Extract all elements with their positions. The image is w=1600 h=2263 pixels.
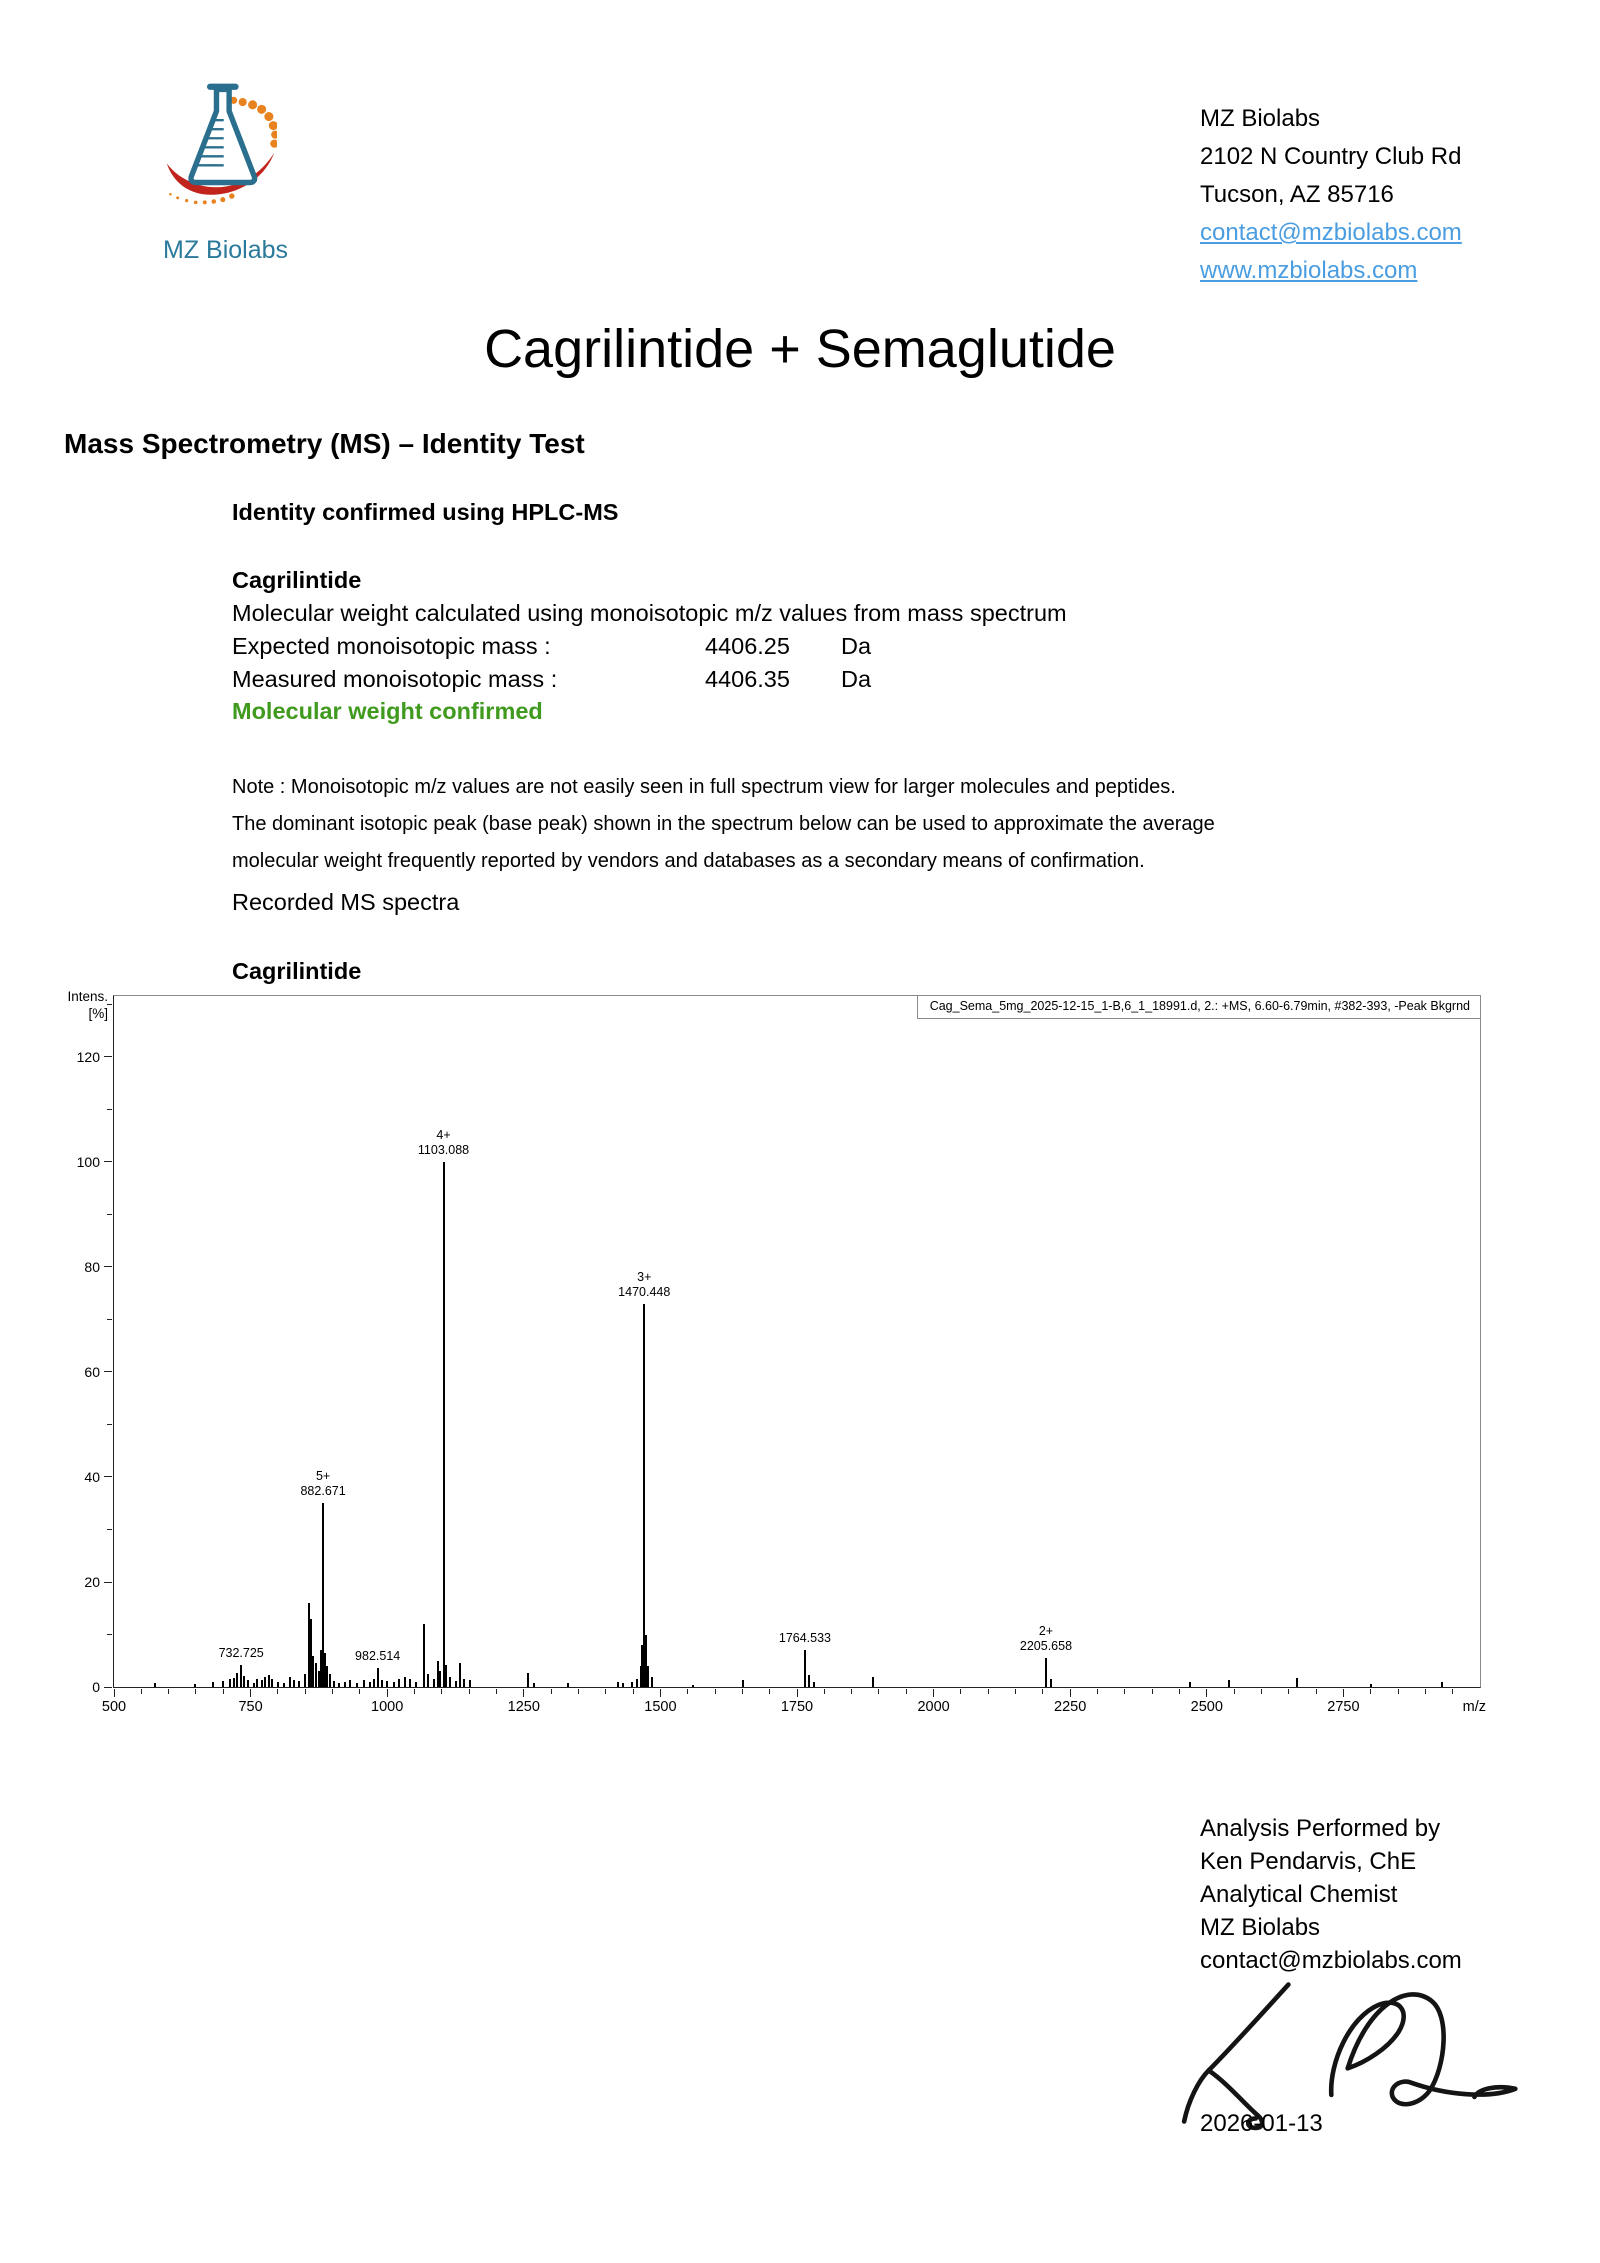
expected-mass-row xyxy=(232,632,871,660)
spectrum-peak xyxy=(439,1671,441,1687)
y-tick-label: 100 xyxy=(76,1153,100,1170)
spectrum-peak xyxy=(1441,1682,1443,1687)
x-tick xyxy=(332,1689,333,1694)
result-confirmed-line: Molecular weight confirmed xyxy=(232,698,543,724)
spectrum-peak xyxy=(469,1680,471,1687)
peak-label: 5+ 882.671 xyxy=(300,1469,346,1499)
spectrum-peak xyxy=(415,1682,417,1687)
spectrum-peak xyxy=(333,1681,335,1687)
y-tick xyxy=(104,1582,112,1583)
peak-label: 982.514 xyxy=(355,1649,401,1664)
spectrum-peak xyxy=(622,1683,624,1687)
x-tick xyxy=(878,1689,879,1694)
x-tick xyxy=(551,1689,552,1694)
page-title: Cagrilintide + Semaglutide xyxy=(484,319,1116,379)
spectrum-peak xyxy=(369,1682,371,1687)
spectrum-peak xyxy=(398,1679,400,1687)
spectrum-peak xyxy=(643,1304,645,1687)
signoff-block xyxy=(1200,1812,1462,1977)
x-tick-label: 500 xyxy=(101,1699,127,1715)
spectrum-peak xyxy=(808,1675,810,1687)
x-tick xyxy=(906,1689,907,1694)
spectrum-peak xyxy=(247,1680,249,1687)
x-tick xyxy=(1015,1689,1016,1694)
spectrum-peak xyxy=(804,1650,806,1687)
measured-mass-unit: Da xyxy=(841,666,872,692)
note-line-1: Note : Monoisotopic m/z values are not easily seen in full spectrum view for larger molecules and peptides. xyxy=(232,776,1176,798)
x-tick xyxy=(496,1689,497,1694)
y-tick xyxy=(104,1687,112,1688)
y-tick xyxy=(107,1004,112,1005)
x-tick xyxy=(687,1689,688,1694)
spectrum-peak xyxy=(692,1685,694,1687)
spectrum-peak xyxy=(813,1682,815,1687)
y-tick-label: 20 xyxy=(84,1574,100,1590)
x-tick xyxy=(168,1689,169,1694)
spectrum-peak xyxy=(443,1162,445,1687)
spectrum-peak xyxy=(298,1681,300,1687)
spectrum-peak xyxy=(617,1682,619,1687)
spectrum-peak xyxy=(212,1682,214,1687)
spectrum-peak xyxy=(233,1678,235,1687)
spectrum-annotation: Cag_Sema_5mg_2025-12-15_1-B,6_1_18991.d, 2.: +MS, 6.60-6.79min, #382-393, -Peak Bkgrnd xyxy=(917,996,1480,1019)
x-tick xyxy=(1097,1689,1098,1694)
x-tick-label: 1750 xyxy=(780,1699,814,1715)
spectrum-peak xyxy=(433,1679,435,1687)
spectrum-peak xyxy=(459,1663,461,1687)
x-tick xyxy=(1343,1689,1344,1697)
spectrum-peak xyxy=(1189,1682,1191,1687)
spectrum-peak xyxy=(742,1680,744,1687)
identity-confirmed-line: Identity confirmed using HPLC-MS xyxy=(232,499,619,525)
x-tick-label: 1500 xyxy=(644,1699,677,1715)
spectrum-peak xyxy=(312,1656,314,1688)
x-tick xyxy=(660,1689,661,1697)
x-tick xyxy=(1398,1689,1399,1694)
y-tick xyxy=(104,1371,112,1372)
x-tick xyxy=(633,1689,634,1694)
spectrum-peak xyxy=(1050,1679,1052,1687)
spectrum-peak xyxy=(1370,1684,1372,1687)
x-tick xyxy=(114,1689,115,1697)
spectrum-peak xyxy=(283,1683,285,1687)
x-tick xyxy=(523,1689,524,1697)
x-tick-label: 2000 xyxy=(917,1699,950,1715)
mz-biolabs-logo-icon xyxy=(165,82,277,227)
spectrum-peak xyxy=(326,1666,328,1687)
address-company: MZ Biolabs xyxy=(1200,105,1321,132)
address-block xyxy=(1200,100,1462,290)
y-tick xyxy=(104,1161,112,1162)
spectrum-peak xyxy=(409,1679,411,1687)
spectrum-peak xyxy=(222,1681,224,1687)
spectrum-peak xyxy=(455,1681,457,1687)
x-tick xyxy=(960,1689,961,1694)
spectrum-peak xyxy=(377,1668,379,1687)
x-axis-unit-label: m/z xyxy=(1462,1699,1486,1715)
spectrum-peak xyxy=(154,1683,156,1687)
x-tick-label: 750 xyxy=(238,1699,263,1715)
spectrum-peak xyxy=(1228,1680,1230,1687)
address-city: Tucson, AZ 85716 xyxy=(1200,181,1394,208)
compound-heading: Cagrilintide xyxy=(232,567,362,593)
spectrum-peak xyxy=(356,1683,358,1687)
spectrum-peak xyxy=(236,1673,238,1687)
x-tick xyxy=(715,1689,716,1694)
spectrum-peak xyxy=(373,1679,375,1687)
spectrum-peak xyxy=(449,1677,451,1688)
x-tick xyxy=(223,1689,224,1694)
spectrum-peak xyxy=(264,1677,266,1688)
expected-mass-label: Expected monoisotopic mass : xyxy=(232,633,551,659)
spectrum-peak xyxy=(1296,1678,1298,1687)
spectrum-peak xyxy=(527,1673,529,1687)
spectrum-peak xyxy=(277,1682,279,1687)
spectrum-peak xyxy=(289,1677,291,1687)
spectrum-peak xyxy=(271,1679,273,1687)
spectrum-peak xyxy=(463,1679,465,1687)
spectrum-peak xyxy=(240,1665,242,1687)
peak-label: 2+ 2205.658 xyxy=(1019,1624,1073,1654)
recorded-spectra-line: Recorded MS spectra xyxy=(232,889,460,915)
x-tick xyxy=(1234,1689,1235,1694)
x-tick xyxy=(469,1689,470,1694)
y-tick xyxy=(107,1319,112,1320)
x-tick xyxy=(1452,1689,1453,1694)
y-axis-label: Intens. [%] xyxy=(67,989,108,1021)
x-tick xyxy=(578,1689,579,1694)
x-tick-label: 1250 xyxy=(507,1699,540,1715)
spectrum-peak xyxy=(349,1680,351,1687)
logo-caption: MZ Biolabs xyxy=(163,236,289,264)
spectrum-peak xyxy=(647,1666,649,1687)
spectrum-compound-heading: Cagrilintide xyxy=(232,958,362,984)
y-tick xyxy=(107,1634,112,1635)
spectrum-peak xyxy=(404,1677,406,1688)
analyst-role: Analytical Chemist xyxy=(1200,1881,1398,1908)
analyst-email: contact@mzbiolabs.com xyxy=(1200,1947,1462,1974)
y-tick xyxy=(107,1109,112,1110)
spectrum-peak xyxy=(256,1679,258,1687)
spectrum-peak xyxy=(423,1624,425,1687)
y-tick xyxy=(104,1056,112,1057)
spectrum-peak xyxy=(651,1677,653,1688)
y-tick xyxy=(107,1214,112,1215)
x-tick xyxy=(195,1689,196,1694)
x-tick xyxy=(1206,1689,1207,1697)
peak-label: 3+ 1470.448 xyxy=(618,1269,671,1299)
x-tick xyxy=(277,1689,278,1694)
spectrum-peak xyxy=(631,1682,633,1687)
x-tick xyxy=(1370,1689,1371,1694)
y-tick-label: 120 xyxy=(76,1048,100,1065)
spectrum-peak xyxy=(1045,1658,1047,1687)
x-tick xyxy=(141,1689,142,1694)
spectrum-peak xyxy=(243,1676,245,1687)
note-line-3: molecular weight frequently reported by vendors and databases as a secondary means of confirmation. xyxy=(232,850,1145,872)
x-tick xyxy=(824,1689,825,1694)
report-date: 2026-01-13 xyxy=(1200,2110,1323,2137)
y-tick-label: 80 xyxy=(84,1258,100,1275)
x-tick-label: 2500 xyxy=(1190,1699,1223,1715)
spectrum-peak xyxy=(533,1683,535,1687)
x-tick xyxy=(851,1689,852,1694)
y-tick-label: 40 xyxy=(84,1468,100,1485)
spectrum-peak xyxy=(253,1683,255,1687)
spectrum-peak xyxy=(310,1619,312,1687)
y-tick xyxy=(104,1266,112,1267)
analyst-company: MZ Biolabs xyxy=(1200,1914,1321,1941)
y-tick xyxy=(104,1476,112,1477)
spectrum-peak xyxy=(567,1683,569,1687)
x-tick xyxy=(387,1689,388,1697)
expected-mass-value: 4406.25 xyxy=(705,633,790,659)
note-line-2: The dominant isotopic peak (base peak) shown in the spectrum below can be used to approximate the average xyxy=(232,813,1215,835)
x-tick xyxy=(988,1689,989,1694)
measured-mass-label: Measured monoisotopic mass : xyxy=(232,666,558,692)
signature xyxy=(1178,1972,1546,2132)
y-tick-label: 0 xyxy=(92,1679,100,1695)
x-tick xyxy=(1070,1689,1071,1697)
x-tick xyxy=(933,1689,934,1697)
x-tick xyxy=(797,1689,798,1697)
expected-mass-unit: Da xyxy=(841,633,872,659)
spectrum-peak xyxy=(268,1675,270,1687)
x-tick xyxy=(1179,1689,1180,1694)
spectrum-peak xyxy=(381,1680,383,1687)
spectrum-peak xyxy=(445,1665,447,1687)
x-tick xyxy=(769,1689,770,1694)
section-heading: Mass Spectrometry (MS) – Identity Test xyxy=(64,428,585,459)
spectrum-peak xyxy=(636,1679,638,1687)
x-tick xyxy=(742,1689,743,1694)
spectrum-peak xyxy=(344,1682,346,1687)
x-tick xyxy=(1316,1689,1317,1694)
x-tick-label: 1000 xyxy=(371,1699,404,1715)
measured-mass-value: 4406.35 xyxy=(705,666,790,692)
spectrum-peak xyxy=(261,1680,263,1687)
spectrum-peak xyxy=(427,1674,429,1687)
spectrum-peak xyxy=(229,1679,231,1687)
spectrum-peak xyxy=(329,1674,331,1687)
x-tick xyxy=(441,1689,442,1694)
x-tick-label: 2250 xyxy=(1054,1699,1087,1715)
x-tick-label: 2750 xyxy=(1327,1699,1360,1715)
spectrum-peak xyxy=(293,1680,295,1687)
performed-by-line: Analysis Performed by xyxy=(1200,1815,1441,1842)
y-tick xyxy=(107,1529,112,1530)
x-tick xyxy=(1261,1689,1262,1694)
spectrum-peak xyxy=(386,1681,388,1687)
x-tick xyxy=(250,1689,251,1697)
x-tick xyxy=(1288,1689,1289,1694)
x-tick xyxy=(414,1689,415,1694)
spectrum-peak xyxy=(338,1683,340,1687)
address-street: 2102 N Country Club Rd xyxy=(1200,143,1462,170)
x-tick xyxy=(605,1689,606,1694)
x-tick xyxy=(1425,1689,1426,1694)
y-tick-label: 60 xyxy=(84,1363,100,1380)
website-link[interactable]: www.mzbiolabs.com xyxy=(1200,257,1418,284)
spectrum-peak xyxy=(304,1674,306,1687)
email-link[interactable]: contact@mzbiolabs.com xyxy=(1200,219,1462,246)
spectrum-peak xyxy=(194,1684,196,1687)
spectrum-peak xyxy=(872,1677,874,1688)
measured-mass-row xyxy=(232,665,871,693)
x-tick xyxy=(1152,1689,1153,1694)
x-tick xyxy=(1124,1689,1125,1694)
x-tick xyxy=(1042,1689,1043,1694)
peak-label: 4+ 1103.088 xyxy=(417,1127,470,1157)
peak-label: 1764.533 xyxy=(778,1631,832,1646)
y-tick xyxy=(107,1424,112,1425)
method-line: Molecular weight calculated using monoisotopic m/z values from mass spectrum xyxy=(232,600,1067,626)
spectrum-peak xyxy=(315,1663,317,1687)
x-tick xyxy=(305,1689,306,1694)
spectrum-peak xyxy=(363,1680,365,1687)
peak-label: 732.725 xyxy=(218,1645,264,1660)
analyst-name: Ken Pendarvis, ChE xyxy=(1200,1848,1417,1875)
spectrum-peak xyxy=(393,1682,395,1687)
spectrum-peak xyxy=(322,1503,324,1687)
x-tick xyxy=(359,1689,360,1694)
